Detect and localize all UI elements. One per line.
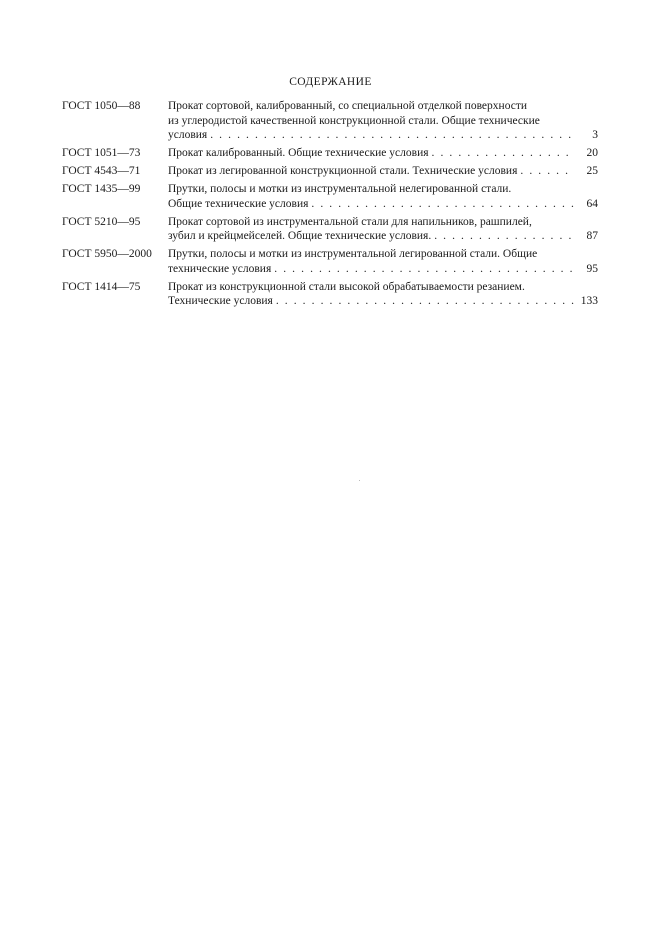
- page-number: 87: [586, 230, 598, 242]
- standard-code: ГОСТ 1050—88: [62, 100, 141, 112]
- toc-entry[interactable]: [62, 182, 598, 211]
- title-last-line: Прокат калиброванный. Общие технические условия . . . 20: [168, 146, 598, 161]
- entry-title: [168, 99, 598, 143]
- dot-leader: [429, 146, 574, 161]
- standard-code: ГОСТ 4543—71: [62, 165, 141, 177]
- title-line: Прокат из конструкционной стали высокой обрабатываемости резанием.: [168, 280, 525, 293]
- entry-title: [168, 182, 598, 211]
- title-last-line: Технические условия . . . 133: [168, 294, 598, 309]
- page-title: СОДЕРЖАНИЕ: [289, 76, 372, 88]
- page-number: 20: [586, 147, 598, 159]
- entry-title: [168, 164, 598, 179]
- page-number: 95: [586, 262, 598, 275]
- page-number: 3: [592, 129, 598, 141]
- title-last-line: условия . . . 3: [168, 128, 598, 143]
- standard-code: ГОСТ 1414—75: [62, 280, 141, 293]
- title-last-line: Общие технические условия . . . 64: [168, 197, 598, 212]
- entry-title: [168, 146, 598, 161]
- title-line: из углеродистой качественной конструкционной стали. Общие технические: [168, 114, 540, 127]
- page-number: 64: [586, 197, 598, 210]
- dot-leader: [273, 294, 574, 309]
- toc-entry[interactable]: [62, 247, 598, 276]
- entry-title: [168, 247, 598, 276]
- toc-entry[interactable]: [62, 146, 598, 161]
- toc-entry[interactable]: [62, 99, 598, 143]
- page-number: 133: [580, 295, 598, 307]
- dot-leader: [271, 262, 574, 277]
- title-line: Прокат сортовой, калиброванный, со специальной отделкой поверхности: [168, 100, 528, 112]
- title-last-line: Прокат из легированной конструкционной стали. Технические условия . . . 25: [168, 164, 598, 179]
- dot-leader: [308, 197, 574, 212]
- page-number: 25: [586, 165, 598, 177]
- dot-leader: [517, 164, 574, 179]
- title-line: Прутки, полосы и мотки из инструментальной нелегированной стали.: [168, 183, 512, 195]
- title-line: Прутки, полосы и мотки из инструментальной легированной стали. Общие: [168, 248, 538, 260]
- scan-speck: [359, 480, 360, 481]
- standard-code: ГОСТ 5210—95: [62, 215, 141, 228]
- standard-code: ГОСТ 1051—73: [62, 147, 141, 159]
- title-line: Прокат сортовой из инструментальной стали для напильников, рашпилей,: [168, 215, 532, 228]
- toc-entry[interactable]: [62, 164, 598, 179]
- standard-code: ГОСТ 1435—99: [62, 183, 141, 195]
- title-last-line: зубил и крейцмейселей. Общие технические условия. . . . 87: [168, 229, 598, 244]
- dot-leader: [431, 229, 574, 244]
- toc-entry[interactable]: [62, 215, 598, 244]
- entry-title: [168, 215, 598, 244]
- title-last-line: технические условия . . . 95: [168, 262, 598, 277]
- dot-leader: [207, 128, 574, 143]
- entry-title: [168, 280, 598, 309]
- table-of-contents: [62, 99, 598, 312]
- toc-entry[interactable]: [62, 280, 598, 309]
- standard-code: ГОСТ 5950—2000: [62, 248, 152, 260]
